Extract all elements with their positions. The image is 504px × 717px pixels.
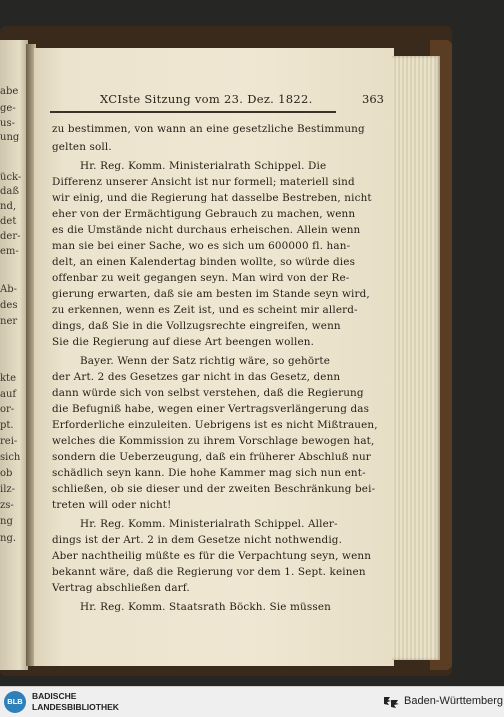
left-page-text-fragment: der- xyxy=(0,231,21,242)
left-page-text-fragment: daß xyxy=(0,186,20,197)
text-line: Hr. Reg. Komm. Ministerialrath Schippel. Die xyxy=(80,160,327,172)
text-line: die Befugniß habe, wegen einer Vertragsverlängerung das xyxy=(52,403,370,415)
text-line: dings ist der Art. 2 in dem Gesetze nicht nothwendig. xyxy=(52,534,343,546)
left-page-text-fragment: zs- xyxy=(0,500,14,511)
text-line: bekannt wäre, daß die Regierung vor dem 1. Sept. keinen xyxy=(52,566,366,578)
running-header: XCIste Sitzung vom 23. Dez. 1822. xyxy=(100,92,313,106)
left-page-text-fragment: auf xyxy=(0,389,17,400)
left-page-text-fragment: or- xyxy=(0,404,15,415)
left-page-text-fragment: pt. xyxy=(0,420,14,431)
text-line: sondern die Ueberzeugung, daß ein früherer Abschluß nur xyxy=(52,451,371,463)
blb-name-line1: BADISCHE xyxy=(32,691,77,701)
left-page-text-fragment: rei- xyxy=(0,436,18,447)
text-line: der Art. 2 des Gesetzes gar nicht in das Gesetz, denn xyxy=(52,371,341,383)
left-page-text-fragment: kte xyxy=(0,373,16,384)
text-line: Bayer. Wenn der Satz richtig wäre, so gehörte xyxy=(80,355,331,367)
left-page-text-fragment: ge- xyxy=(0,103,16,114)
text-line: gierung erwarten, daß sie am besten im Stande seyn wird, xyxy=(52,288,370,300)
baden-wuerttemberg-label: Baden-Württemberg xyxy=(404,695,504,707)
left-page-text-fragment: us- xyxy=(0,118,15,129)
text-line: Erforderliche einzuleiten. Uebrigens ist es nicht Mißtrauen, xyxy=(52,419,378,431)
text-line: treten will oder nicht! xyxy=(52,499,172,511)
blb-name-line2: LANDESBIBLIOTHEK xyxy=(32,702,119,712)
page-fore-edge xyxy=(392,56,440,660)
left-page-text-fragment: ng xyxy=(0,516,13,527)
text-line: dings, daß Sie in die Vollzugsrechte eingreifen, wenn xyxy=(52,320,341,332)
text-line: dann würde sich von selbst verstehen, daß die Regierung xyxy=(52,387,364,399)
page-number: 363 xyxy=(362,92,384,106)
text-line: es die Umstände nicht durchaus erheischen. Allein wenn xyxy=(52,224,361,236)
left-page-text-fragment: nd, xyxy=(0,201,17,212)
left-page-text-fragment: em- xyxy=(0,246,19,257)
left-page-text-fragment: ner xyxy=(0,316,18,327)
text-line: Hr. Reg. Komm. Staatsrath Böckh. Sie müssen xyxy=(80,601,331,613)
left-page-text-fragment: det xyxy=(0,216,17,227)
text-line: Vertrag abschließen darf. xyxy=(52,582,190,594)
text-line: zu erkennen, wenn es Zeit ist, und es scheint mir allerd- xyxy=(52,304,358,316)
left-page-text-fragment: ück- xyxy=(0,172,22,183)
text-line: Aber nachtheilig müßte es für die Verpachtung seyn, wenn xyxy=(52,550,372,562)
text-line: delt, an einen Kalendertag binden wollte, so würde dies xyxy=(52,256,356,268)
left-page-text-fragment: sich xyxy=(0,452,21,463)
left-page-fragment xyxy=(0,40,28,670)
blb-logo-icon: BLB xyxy=(4,691,26,713)
text-line: man sie bei einer Sache, wo es sich um 600000 fl. han- xyxy=(52,240,351,252)
left-page-text-fragment: Ab- xyxy=(0,284,18,295)
left-page-text-fragment: ung xyxy=(0,132,20,143)
left-page-text-fragment: ob xyxy=(0,468,13,479)
text-line: Differenz unserer Ansicht ist nur formell; materiell sind xyxy=(52,176,355,188)
left-page-text-fragment: ilz- xyxy=(0,484,16,495)
text-line: Hr. Reg. Komm. Ministerialrath Schippel. Aller- xyxy=(80,518,338,530)
text-line: wir einig, und die Regierung hat dasselbe Bestreben, nicht xyxy=(52,192,372,204)
left-page-text-fragment: abe xyxy=(0,86,19,97)
text-line: schließen, ob sie dieser und der zweiten Beschränkung bei- xyxy=(52,483,376,495)
text-line: offenbar zu weit gegangen seyn. Man wird von der Re- xyxy=(52,272,350,284)
text-line: Sie die Regierung auf diese Art beengen wollen. xyxy=(52,336,315,348)
baden-wuerttemberg-lions-icon xyxy=(382,693,400,711)
blb-name xyxy=(32,691,119,713)
footer-bar xyxy=(0,686,504,717)
text-line: gelten soll. xyxy=(52,141,112,153)
text-line: zu bestimmen, von wann an eine gesetzliche Bestimmung xyxy=(52,123,365,135)
text-line: eher von der Ermächtigung Gebrauch zu machen, wenn xyxy=(52,208,356,220)
left-page-text-fragment: ng. xyxy=(0,533,17,544)
text-line: schädlich seyn kann. Die hohe Kammer mag sich nun ent- xyxy=(52,467,366,479)
header-rule xyxy=(50,111,336,113)
left-page-text-fragment: des xyxy=(0,300,18,311)
text-line: welches die Kommission zu ihrem Vorschlage bewogen hat, xyxy=(52,435,375,447)
